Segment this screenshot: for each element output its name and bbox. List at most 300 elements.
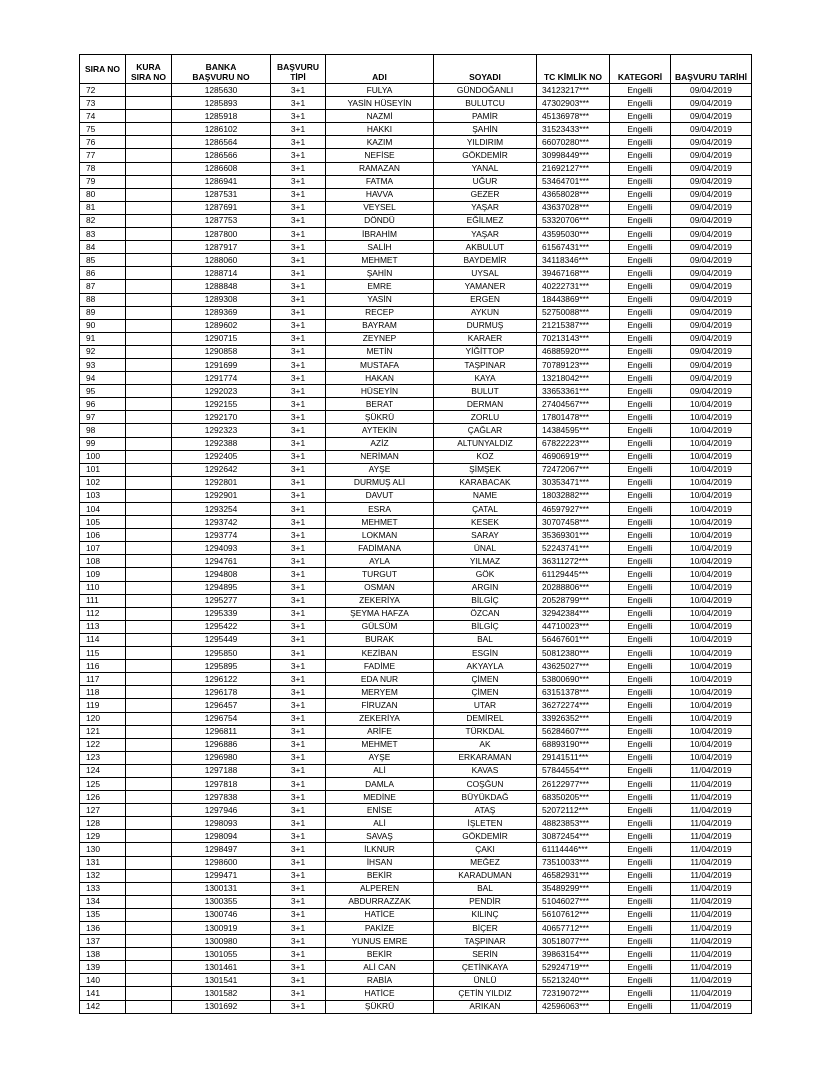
cell-basvuru-tarihi: 09/04/2019 bbox=[671, 97, 752, 110]
cell-basvuru-tipi: 3+1 bbox=[271, 97, 326, 110]
cell-sira-no: 135 bbox=[80, 908, 126, 921]
cell-banka-basvuru-no: 1287691 bbox=[172, 201, 271, 214]
cell-kura-sira-no bbox=[126, 188, 172, 201]
cell-sira-no: 98 bbox=[80, 424, 126, 437]
table-row bbox=[80, 594, 752, 607]
cell-banka-basvuru-no: 1285893 bbox=[172, 97, 271, 110]
cell-basvuru-tarihi: 11/04/2019 bbox=[671, 895, 752, 908]
cell-kura-sira-no bbox=[126, 345, 172, 358]
cell-soyadi: KAVAS bbox=[434, 764, 537, 777]
cell-basvuru-tipi: 3+1 bbox=[271, 306, 326, 319]
cell-soyadi: KARAER bbox=[434, 332, 537, 345]
table-row bbox=[80, 830, 752, 843]
cell-soyadi: ZORLU bbox=[434, 411, 537, 424]
cell-kura-sira-no bbox=[126, 738, 172, 751]
cell-sira-no: 129 bbox=[80, 830, 126, 843]
cell-tc-kimlik-no: 21215387*** bbox=[537, 319, 610, 332]
cell-sira-no: 137 bbox=[80, 935, 126, 948]
table-row bbox=[80, 529, 752, 542]
table-row bbox=[80, 489, 752, 502]
cell-sira-no: 103 bbox=[80, 489, 126, 502]
cell-adi: ŞAHİN bbox=[326, 267, 434, 280]
cell-kategori: Engelli bbox=[610, 97, 671, 110]
cell-kura-sira-no bbox=[126, 123, 172, 136]
table-row bbox=[80, 647, 752, 660]
table-row bbox=[80, 673, 752, 686]
cell-kategori: Engelli bbox=[610, 450, 671, 463]
cell-soyadi: BULUTCU bbox=[434, 97, 537, 110]
cell-basvuru-tarihi: 10/04/2019 bbox=[671, 516, 752, 529]
cell-basvuru-tarihi: 10/04/2019 bbox=[671, 529, 752, 542]
cell-adi: EMRE bbox=[326, 280, 434, 293]
cell-basvuru-tipi: 3+1 bbox=[271, 830, 326, 843]
cell-tc-kimlik-no: 30353471*** bbox=[537, 476, 610, 489]
cell-adi: RABİA bbox=[326, 974, 434, 987]
cell-kura-sira-no bbox=[126, 791, 172, 804]
cell-adi: DURMUŞ ALİ bbox=[326, 476, 434, 489]
cell-banka-basvuru-no: 1287531 bbox=[172, 188, 271, 201]
cell-basvuru-tarihi: 10/04/2019 bbox=[671, 660, 752, 673]
cell-adi: ŞÜKRÜ bbox=[326, 411, 434, 424]
cell-banka-basvuru-no: 1286941 bbox=[172, 175, 271, 188]
cell-tc-kimlik-no: 26122977*** bbox=[537, 777, 610, 790]
table-row bbox=[80, 228, 752, 241]
cell-kura-sira-no bbox=[126, 817, 172, 830]
cell-basvuru-tipi: 3+1 bbox=[271, 319, 326, 332]
cell-adi: MERYEM bbox=[326, 686, 434, 699]
header-kategori: KATEGORİ bbox=[610, 55, 671, 84]
cell-kategori: Engelli bbox=[610, 764, 671, 777]
cell-tc-kimlik-no: 56107612*** bbox=[537, 908, 610, 921]
cell-sira-no: 79 bbox=[80, 175, 126, 188]
cell-kategori: Engelli bbox=[610, 987, 671, 1000]
cell-tc-kimlik-no: 18032882*** bbox=[537, 489, 610, 502]
cell-soyadi: DEMİREL bbox=[434, 712, 537, 725]
cell-adi: SAVAŞ bbox=[326, 830, 434, 843]
cell-basvuru-tarihi: 09/04/2019 bbox=[671, 267, 752, 280]
cell-soyadi: YILMAZ bbox=[434, 555, 537, 568]
cell-kura-sira-no bbox=[126, 424, 172, 437]
table-row bbox=[80, 568, 752, 581]
header-kura-line2: SIRA NO bbox=[130, 72, 167, 82]
cell-soyadi: BAL bbox=[434, 882, 537, 895]
cell-kategori: Engelli bbox=[610, 738, 671, 751]
cell-basvuru-tipi: 3+1 bbox=[271, 922, 326, 935]
cell-banka-basvuru-no: 1292388 bbox=[172, 437, 271, 450]
cell-soyadi: KILINÇ bbox=[434, 908, 537, 921]
cell-soyadi: UTAR bbox=[434, 699, 537, 712]
cell-basvuru-tipi: 3+1 bbox=[271, 385, 326, 398]
cell-soyadi: ÜNAL bbox=[434, 542, 537, 555]
table-row bbox=[80, 372, 752, 385]
cell-basvuru-tarihi: 09/04/2019 bbox=[671, 162, 752, 175]
cell-kura-sira-no bbox=[126, 110, 172, 123]
cell-adi: RECEP bbox=[326, 306, 434, 319]
cell-sira-no: 120 bbox=[80, 712, 126, 725]
cell-tc-kimlik-no: 72472067*** bbox=[537, 463, 610, 476]
cell-adi: ZEYNEP bbox=[326, 332, 434, 345]
cell-adi: BEKİR bbox=[326, 948, 434, 961]
cell-basvuru-tarihi: 10/04/2019 bbox=[671, 686, 752, 699]
cell-kategori: Engelli bbox=[610, 516, 671, 529]
cell-kura-sira-no bbox=[126, 935, 172, 948]
cell-basvuru-tarihi: 10/04/2019 bbox=[671, 699, 752, 712]
cell-banka-basvuru-no: 1285630 bbox=[172, 84, 271, 97]
cell-soyadi: COŞĞUN bbox=[434, 777, 537, 790]
cell-basvuru-tipi: 3+1 bbox=[271, 280, 326, 293]
cell-banka-basvuru-no: 1292023 bbox=[172, 385, 271, 398]
cell-sira-no: 82 bbox=[80, 214, 126, 227]
cell-banka-basvuru-no: 1298093 bbox=[172, 817, 271, 830]
table-row bbox=[80, 516, 752, 529]
cell-banka-basvuru-no: 1296886 bbox=[172, 738, 271, 751]
header-kura-line1: KURA bbox=[136, 62, 161, 72]
cell-adi: HATİCE bbox=[326, 908, 434, 921]
cell-basvuru-tipi: 3+1 bbox=[271, 882, 326, 895]
cell-tc-kimlik-no: 48823853*** bbox=[537, 817, 610, 830]
cell-basvuru-tarihi: 09/04/2019 bbox=[671, 241, 752, 254]
table-row bbox=[80, 254, 752, 267]
cell-tc-kimlik-no: 43658028*** bbox=[537, 188, 610, 201]
cell-kura-sira-no bbox=[126, 503, 172, 516]
cell-tc-kimlik-no: 43637028*** bbox=[537, 201, 610, 214]
cell-sira-no: 97 bbox=[80, 411, 126, 424]
table-row bbox=[80, 84, 752, 97]
cell-adi: MUSTAFA bbox=[326, 358, 434, 371]
cell-soyadi: YİĞİTTOP bbox=[434, 345, 537, 358]
cell-kategori: Engelli bbox=[610, 777, 671, 790]
table-row bbox=[80, 411, 752, 424]
cell-tc-kimlik-no: 68893190*** bbox=[537, 738, 610, 751]
cell-basvuru-tipi: 3+1 bbox=[271, 201, 326, 214]
table-row bbox=[80, 201, 752, 214]
cell-basvuru-tarihi: 11/04/2019 bbox=[671, 817, 752, 830]
cell-adi: ARİFE bbox=[326, 725, 434, 738]
cell-tc-kimlik-no: 72319072*** bbox=[537, 987, 610, 1000]
cell-sira-no: 110 bbox=[80, 581, 126, 594]
cell-tc-kimlik-no: 14384595*** bbox=[537, 424, 610, 437]
cell-sira-no: 125 bbox=[80, 777, 126, 790]
cell-basvuru-tarihi: 11/04/2019 bbox=[671, 961, 752, 974]
cell-kategori: Engelli bbox=[610, 791, 671, 804]
cell-kategori: Engelli bbox=[610, 935, 671, 948]
cell-sira-no: 117 bbox=[80, 673, 126, 686]
cell-sira-no: 118 bbox=[80, 686, 126, 699]
table-row bbox=[80, 777, 752, 790]
cell-kategori: Engelli bbox=[610, 529, 671, 542]
cell-adi: SALİH bbox=[326, 241, 434, 254]
cell-basvuru-tarihi: 10/04/2019 bbox=[671, 673, 752, 686]
cell-sira-no: 75 bbox=[80, 123, 126, 136]
cell-basvuru-tarihi: 10/04/2019 bbox=[671, 633, 752, 646]
table-row bbox=[80, 908, 752, 921]
cell-soyadi: ÜNLÜ bbox=[434, 974, 537, 987]
cell-sira-no: 86 bbox=[80, 267, 126, 280]
cell-kura-sira-no bbox=[126, 241, 172, 254]
cell-soyadi: BÜYÜKDAĞ bbox=[434, 791, 537, 804]
cell-soyadi: GÖK bbox=[434, 568, 537, 581]
cell-banka-basvuru-no: 1289308 bbox=[172, 293, 271, 306]
cell-basvuru-tipi: 3+1 bbox=[271, 228, 326, 241]
cell-sira-no: 128 bbox=[80, 817, 126, 830]
cell-banka-basvuru-no: 1286608 bbox=[172, 162, 271, 175]
cell-banka-basvuru-no: 1287800 bbox=[172, 228, 271, 241]
cell-basvuru-tarihi: 11/04/2019 bbox=[671, 882, 752, 895]
cell-kategori: Engelli bbox=[610, 804, 671, 817]
cell-tc-kimlik-no: 53320706*** bbox=[537, 214, 610, 227]
cell-kategori: Engelli bbox=[610, 712, 671, 725]
cell-kategori: Engelli bbox=[610, 463, 671, 476]
cell-soyadi: ÇAKI bbox=[434, 843, 537, 856]
cell-kura-sira-no bbox=[126, 385, 172, 398]
cell-adi: FULYA bbox=[326, 84, 434, 97]
cell-basvuru-tarihi: 11/04/2019 bbox=[671, 974, 752, 987]
cell-basvuru-tarihi: 10/04/2019 bbox=[671, 542, 752, 555]
table-row bbox=[80, 895, 752, 908]
table-row bbox=[80, 136, 752, 149]
cell-basvuru-tarihi: 11/04/2019 bbox=[671, 1000, 752, 1013]
cell-soyadi: UĞUR bbox=[434, 175, 537, 188]
cell-banka-basvuru-no: 1297946 bbox=[172, 804, 271, 817]
cell-soyadi: BAYDEMİR bbox=[434, 254, 537, 267]
cell-kura-sira-no bbox=[126, 712, 172, 725]
cell-kategori: Engelli bbox=[610, 267, 671, 280]
cell-basvuru-tarihi: 11/04/2019 bbox=[671, 869, 752, 882]
cell-banka-basvuru-no: 1295422 bbox=[172, 620, 271, 633]
cell-adi: ŞEYMA HAFZA bbox=[326, 607, 434, 620]
cell-adi: İBRAHİM bbox=[326, 228, 434, 241]
cell-basvuru-tipi: 3+1 bbox=[271, 607, 326, 620]
cell-basvuru-tarihi: 09/04/2019 bbox=[671, 123, 752, 136]
cell-banka-basvuru-no: 1293774 bbox=[172, 529, 271, 542]
cell-sira-no: 109 bbox=[80, 568, 126, 581]
table-row bbox=[80, 476, 752, 489]
cell-kura-sira-no bbox=[126, 594, 172, 607]
cell-kura-sira-no bbox=[126, 607, 172, 620]
cell-kura-sira-no bbox=[126, 529, 172, 542]
cell-adi: BAYRAM bbox=[326, 319, 434, 332]
cell-banka-basvuru-no: 1300355 bbox=[172, 895, 271, 908]
cell-kura-sira-no bbox=[126, 332, 172, 345]
cell-soyadi: ATAŞ bbox=[434, 804, 537, 817]
cell-adi: NERİMAN bbox=[326, 450, 434, 463]
cell-tc-kimlik-no: 39467168*** bbox=[537, 267, 610, 280]
cell-banka-basvuru-no: 1295277 bbox=[172, 594, 271, 607]
cell-basvuru-tarihi: 11/04/2019 bbox=[671, 830, 752, 843]
cell-soyadi: ESGİN bbox=[434, 647, 537, 660]
cell-banka-basvuru-no: 1299471 bbox=[172, 869, 271, 882]
cell-adi: ABDURRAZZAK bbox=[326, 895, 434, 908]
cell-basvuru-tipi: 3+1 bbox=[271, 555, 326, 568]
cell-sira-no: 119 bbox=[80, 699, 126, 712]
cell-banka-basvuru-no: 1289369 bbox=[172, 306, 271, 319]
cell-basvuru-tipi: 3+1 bbox=[271, 908, 326, 921]
cell-soyadi: ŞAHİN bbox=[434, 123, 537, 136]
cell-adi: HAVVA bbox=[326, 188, 434, 201]
cell-tc-kimlik-no: 36272274*** bbox=[537, 699, 610, 712]
cell-adi: FATMA bbox=[326, 175, 434, 188]
cell-basvuru-tipi: 3+1 bbox=[271, 503, 326, 516]
cell-kura-sira-no bbox=[126, 136, 172, 149]
cell-basvuru-tipi: 3+1 bbox=[271, 764, 326, 777]
cell-basvuru-tarihi: 10/04/2019 bbox=[671, 725, 752, 738]
cell-kura-sira-no bbox=[126, 882, 172, 895]
cell-kategori: Engelli bbox=[610, 895, 671, 908]
cell-basvuru-tarihi: 11/04/2019 bbox=[671, 804, 752, 817]
cell-kategori: Engelli bbox=[610, 241, 671, 254]
cell-banka-basvuru-no: 1298497 bbox=[172, 843, 271, 856]
cell-adi: PAKİZE bbox=[326, 922, 434, 935]
cell-basvuru-tipi: 3+1 bbox=[271, 529, 326, 542]
cell-basvuru-tipi: 3+1 bbox=[271, 974, 326, 987]
cell-kategori: Engelli bbox=[610, 332, 671, 345]
cell-sira-no: 92 bbox=[80, 345, 126, 358]
cell-adi: ZEKERİYA bbox=[326, 712, 434, 725]
cell-basvuru-tipi: 3+1 bbox=[271, 372, 326, 385]
cell-sira-no: 76 bbox=[80, 136, 126, 149]
cell-adi: YASİN bbox=[326, 293, 434, 306]
cell-kura-sira-no bbox=[126, 686, 172, 699]
cell-kategori: Engelli bbox=[610, 882, 671, 895]
cell-basvuru-tarihi: 10/04/2019 bbox=[671, 398, 752, 411]
cell-tc-kimlik-no: 52924719*** bbox=[537, 961, 610, 974]
cell-basvuru-tipi: 3+1 bbox=[271, 84, 326, 97]
table-row bbox=[80, 149, 752, 162]
cell-kategori: Engelli bbox=[610, 489, 671, 502]
cell-kategori: Engelli bbox=[610, 647, 671, 660]
cell-soyadi: BULUT bbox=[434, 385, 537, 398]
cell-sira-no: 74 bbox=[80, 110, 126, 123]
cell-tc-kimlik-no: 70789123*** bbox=[537, 358, 610, 371]
table-row bbox=[80, 712, 752, 725]
table-row bbox=[80, 817, 752, 830]
cell-basvuru-tipi: 3+1 bbox=[271, 987, 326, 1000]
cell-basvuru-tarihi: 09/04/2019 bbox=[671, 319, 752, 332]
cell-kategori: Engelli bbox=[610, 476, 671, 489]
cell-tc-kimlik-no: 61129445*** bbox=[537, 568, 610, 581]
cell-kategori: Engelli bbox=[610, 581, 671, 594]
cell-sira-no: 73 bbox=[80, 97, 126, 110]
cell-sira-no: 83 bbox=[80, 228, 126, 241]
cell-sira-no: 88 bbox=[80, 293, 126, 306]
table-row bbox=[80, 319, 752, 332]
cell-banka-basvuru-no: 1292170 bbox=[172, 411, 271, 424]
cell-soyadi: BİÇER bbox=[434, 922, 537, 935]
cell-kura-sira-no bbox=[126, 699, 172, 712]
cell-sira-no: 112 bbox=[80, 607, 126, 620]
table-row bbox=[80, 948, 752, 961]
cell-soyadi: UYSAL bbox=[434, 267, 537, 280]
cell-kura-sira-no bbox=[126, 293, 172, 306]
table-row bbox=[80, 332, 752, 345]
cell-kategori: Engelli bbox=[610, 568, 671, 581]
cell-kategori: Engelli bbox=[610, 372, 671, 385]
table-row bbox=[80, 385, 752, 398]
cell-kura-sira-no bbox=[126, 830, 172, 843]
cell-kura-sira-no bbox=[126, 280, 172, 293]
cell-kura-sira-no bbox=[126, 175, 172, 188]
cell-basvuru-tipi: 3+1 bbox=[271, 463, 326, 476]
cell-kategori: Engelli bbox=[610, 293, 671, 306]
cell-adi: VEYSEL bbox=[326, 201, 434, 214]
cell-basvuru-tipi: 3+1 bbox=[271, 856, 326, 869]
cell-basvuru-tipi: 3+1 bbox=[271, 450, 326, 463]
cell-kategori: Engelli bbox=[610, 306, 671, 319]
cell-adi: ALİ CAN bbox=[326, 961, 434, 974]
cell-banka-basvuru-no: 1297188 bbox=[172, 764, 271, 777]
cell-basvuru-tarihi: 11/04/2019 bbox=[671, 856, 752, 869]
cell-soyadi: DERMAN bbox=[434, 398, 537, 411]
cell-soyadi: YAŞAR bbox=[434, 228, 537, 241]
cell-tc-kimlik-no: 50812380*** bbox=[537, 647, 610, 660]
cell-kura-sira-no bbox=[126, 908, 172, 921]
cell-soyadi: MEĞEZ bbox=[434, 856, 537, 869]
cell-kura-sira-no bbox=[126, 476, 172, 489]
table-row bbox=[80, 97, 752, 110]
table-row bbox=[80, 804, 752, 817]
cell-basvuru-tipi: 3+1 bbox=[271, 175, 326, 188]
header-banka-line2: BAŞVURU NO bbox=[192, 72, 250, 82]
cell-basvuru-tarihi: 10/04/2019 bbox=[671, 424, 752, 437]
cell-basvuru-tarihi: 10/04/2019 bbox=[671, 555, 752, 568]
cell-sira-no: 101 bbox=[80, 463, 126, 476]
table-row bbox=[80, 882, 752, 895]
cell-banka-basvuru-no: 1292642 bbox=[172, 463, 271, 476]
cell-sira-no: 72 bbox=[80, 84, 126, 97]
cell-adi: ALİ bbox=[326, 764, 434, 777]
cell-tc-kimlik-no: 36311272*** bbox=[537, 555, 610, 568]
cell-sira-no: 116 bbox=[80, 660, 126, 673]
cell-kura-sira-no bbox=[126, 673, 172, 686]
cell-basvuru-tarihi: 10/04/2019 bbox=[671, 463, 752, 476]
cell-tc-kimlik-no: 29141511*** bbox=[537, 751, 610, 764]
cell-kategori: Engelli bbox=[610, 751, 671, 764]
cell-basvuru-tipi: 3+1 bbox=[271, 804, 326, 817]
cell-kategori: Engelli bbox=[610, 660, 671, 673]
cell-kura-sira-no bbox=[126, 358, 172, 371]
cell-soyadi: KARABACAK bbox=[434, 476, 537, 489]
cell-tc-kimlik-no: 20288806*** bbox=[537, 581, 610, 594]
cell-basvuru-tipi: 3+1 bbox=[271, 358, 326, 371]
cell-basvuru-tarihi: 11/04/2019 bbox=[671, 908, 752, 921]
cell-basvuru-tipi: 3+1 bbox=[271, 647, 326, 660]
cell-basvuru-tipi: 3+1 bbox=[271, 581, 326, 594]
table-row bbox=[80, 843, 752, 856]
cell-sira-no: 124 bbox=[80, 764, 126, 777]
cell-soyadi: GÖKDEMİR bbox=[434, 830, 537, 843]
cell-basvuru-tipi: 3+1 bbox=[271, 542, 326, 555]
table-row bbox=[80, 463, 752, 476]
cell-adi: RAMAZAN bbox=[326, 162, 434, 175]
cell-basvuru-tarihi: 10/04/2019 bbox=[671, 581, 752, 594]
cell-soyadi: YAMANER bbox=[434, 280, 537, 293]
cell-kategori: Engelli bbox=[610, 201, 671, 214]
cell-basvuru-tipi: 3+1 bbox=[271, 686, 326, 699]
cell-tc-kimlik-no: 40657712*** bbox=[537, 922, 610, 935]
cell-basvuru-tarihi: 09/04/2019 bbox=[671, 345, 752, 358]
table-row bbox=[80, 175, 752, 188]
cell-basvuru-tipi: 3+1 bbox=[271, 398, 326, 411]
cell-tc-kimlik-no: 21692127*** bbox=[537, 162, 610, 175]
cell-tc-kimlik-no: 31523433*** bbox=[537, 123, 610, 136]
cell-adi: OSMAN bbox=[326, 581, 434, 594]
cell-adi: HAKAN bbox=[326, 372, 434, 385]
cell-kura-sira-no bbox=[126, 319, 172, 332]
cell-sira-no: 99 bbox=[80, 437, 126, 450]
cell-soyadi: YILDIRIM bbox=[434, 136, 537, 149]
cell-kategori: Engelli bbox=[610, 830, 671, 843]
cell-basvuru-tarihi: 11/04/2019 bbox=[671, 948, 752, 961]
